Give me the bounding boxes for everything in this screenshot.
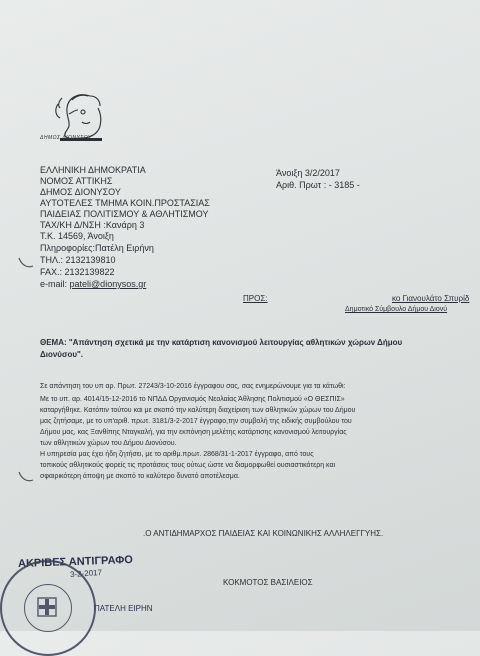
recipient-label: ΠΡΟΣ: bbox=[243, 294, 268, 303]
email-label: e-mail: bbox=[40, 279, 68, 289]
header-line-phone: ΤΗΛ.: 2132139810 bbox=[40, 255, 116, 265]
email-link[interactable]: pateli@dionysos.gr bbox=[69, 279, 147, 289]
body-line: μας ζητήσαμε, με το υπ'αριθ. πρωτ. 3181/3-2-2017 έγγραφο,την συμβολή της ειδικής συμβούλου του bbox=[40, 418, 352, 425]
greek-cross-icon bbox=[36, 596, 58, 618]
municipality-logo bbox=[38, 86, 118, 152]
header-line-fax: FAX.: 2132139822 bbox=[40, 267, 115, 277]
body-line: Δήμου μας, κας Ξανθίπης Νταγκαλή, για την εκπόνηση μελέτης κατάρτισης κανονισμού λειτουργίας bbox=[40, 429, 347, 436]
header-line-info: Πληροφορίες:Πατέλη Ειρήνη bbox=[40, 243, 154, 253]
header-email-row bbox=[40, 279, 146, 289]
punch-hole-mark bbox=[18, 256, 34, 270]
punch-hole-mark bbox=[18, 470, 34, 484]
header-line-department: ΑΥΤΟΤΕΛΕΣ ΤΜΗΜΑ ΚΟΙΝ.ΠΡΟΣΤΑΣΙΑΣ bbox=[40, 198, 210, 208]
subject-line-1: ΘΕΜΑ: "Απάντηση σχετικά με την κατάρτιση κανονισμού λειτουργίας αθλητικών χώρων Δήμου bbox=[40, 338, 403, 347]
official-seal bbox=[0, 560, 96, 656]
body-line: Σε απάντηση του υπ αρ. Πρωτ. 27243/3-10-2016 έγγραφου σας, σας ενημερώνουμε για τα κάτωθι: bbox=[40, 383, 346, 390]
body-line: καταργήθηκε. Κατόπιν τούτου και με σκοπό την καλύτερη διαχείριση των αθλητικών χώρων του Δήμου bbox=[40, 407, 356, 414]
recipient-name: κο Γιανουλάτο Σπυρίδ bbox=[392, 294, 470, 303]
document-date: Άνοιξη 3/2/2017 bbox=[276, 168, 340, 178]
header-line-postcode: Τ.Κ. 14569, Άνοιξη bbox=[40, 231, 114, 241]
header-line-department-2: ΠΑΙΔΕΙΑΣ ΠΟΛΙΤΙΣΜΟΥ & ΑΘΛΗΤΙΣΜΟΥ bbox=[40, 209, 209, 219]
header-line-address: ΤΑΧ/ΚΗ Δ/ΝΣΗ :Κανάρη 3 bbox=[40, 220, 145, 230]
signatory-name: ΚΟΚΜΟΤΟΣ ΒΑΣΙΛΕΙΟΣ bbox=[223, 578, 313, 587]
body-line: των αθλητικών χώρων του Δήμου Διονύσου. bbox=[40, 440, 177, 447]
certified-copy-label: ΑΚΡΙΒΕΣ ΑΝΤΙΓΡΑΦΟ bbox=[17, 553, 134, 571]
header-line-prefecture: ΝΟΜΟΣ ΑΤΤΙΚΗΣ bbox=[40, 176, 113, 186]
body-line: σφαιρικότερη άποψη με σκοπό το καλύτερο δυνατό αποτέλεσμα. bbox=[40, 473, 240, 480]
recipient-title: Δημοτικό Σύμβουλο Δήμου Διονύ bbox=[345, 306, 448, 313]
stamp-name-fragment: ΠΑΤΕΛΗ ΕΙΡΗΝ bbox=[94, 604, 153, 613]
body-line: Η υπηρεσία μας έχει ήδη ζητήσει, με το αριθμ.πρωτ. 2868/31-1-2017 έγγραφο, από τους bbox=[40, 451, 314, 458]
body-line: Με το υπ. αρ. 4014/15-12-2016 το ΝΠΔΔ Οργανισμός Νεολαίας Άθλησης Πολιτισμού «Ο ΘΕΣΠΙΣ» bbox=[40, 396, 345, 403]
body-line: τοπικούς αθλητικούς φορείς τις προτάσεις τους ούτως ώστε να διαμορφωθεί ουσιαστικότερη και bbox=[40, 462, 336, 469]
protocol-number: Αριθ. Πρωτ : - 3185 - bbox=[276, 180, 360, 190]
header-line-municipality: ΔΗΜΟΣ ΔΙΟΝΥΣΟΥ bbox=[40, 187, 121, 197]
subject-line-2: Διονύσου". bbox=[40, 350, 83, 359]
signatory-title: .Ο ΑΝΤΙΔΗΜΑΡΧΟΣ ΠΑΙΔΕΙΑΣ ΚΑΙ ΚΟΙΝΩΝΙΚΗΣ ΑΛΛΗΛΕΓΓΥΗΣ. bbox=[143, 529, 384, 538]
certified-copy-date: 3-2-2017 bbox=[69, 567, 103, 580]
logo-caption: ΔΗΜΟΣ ΔΙΟΝΥΣΟΥ bbox=[40, 135, 92, 141]
header-line-country: ΕΛΛΗΝΙΚΗ ΔΗΜΟΚΡΑΤΙΑ bbox=[40, 165, 146, 175]
